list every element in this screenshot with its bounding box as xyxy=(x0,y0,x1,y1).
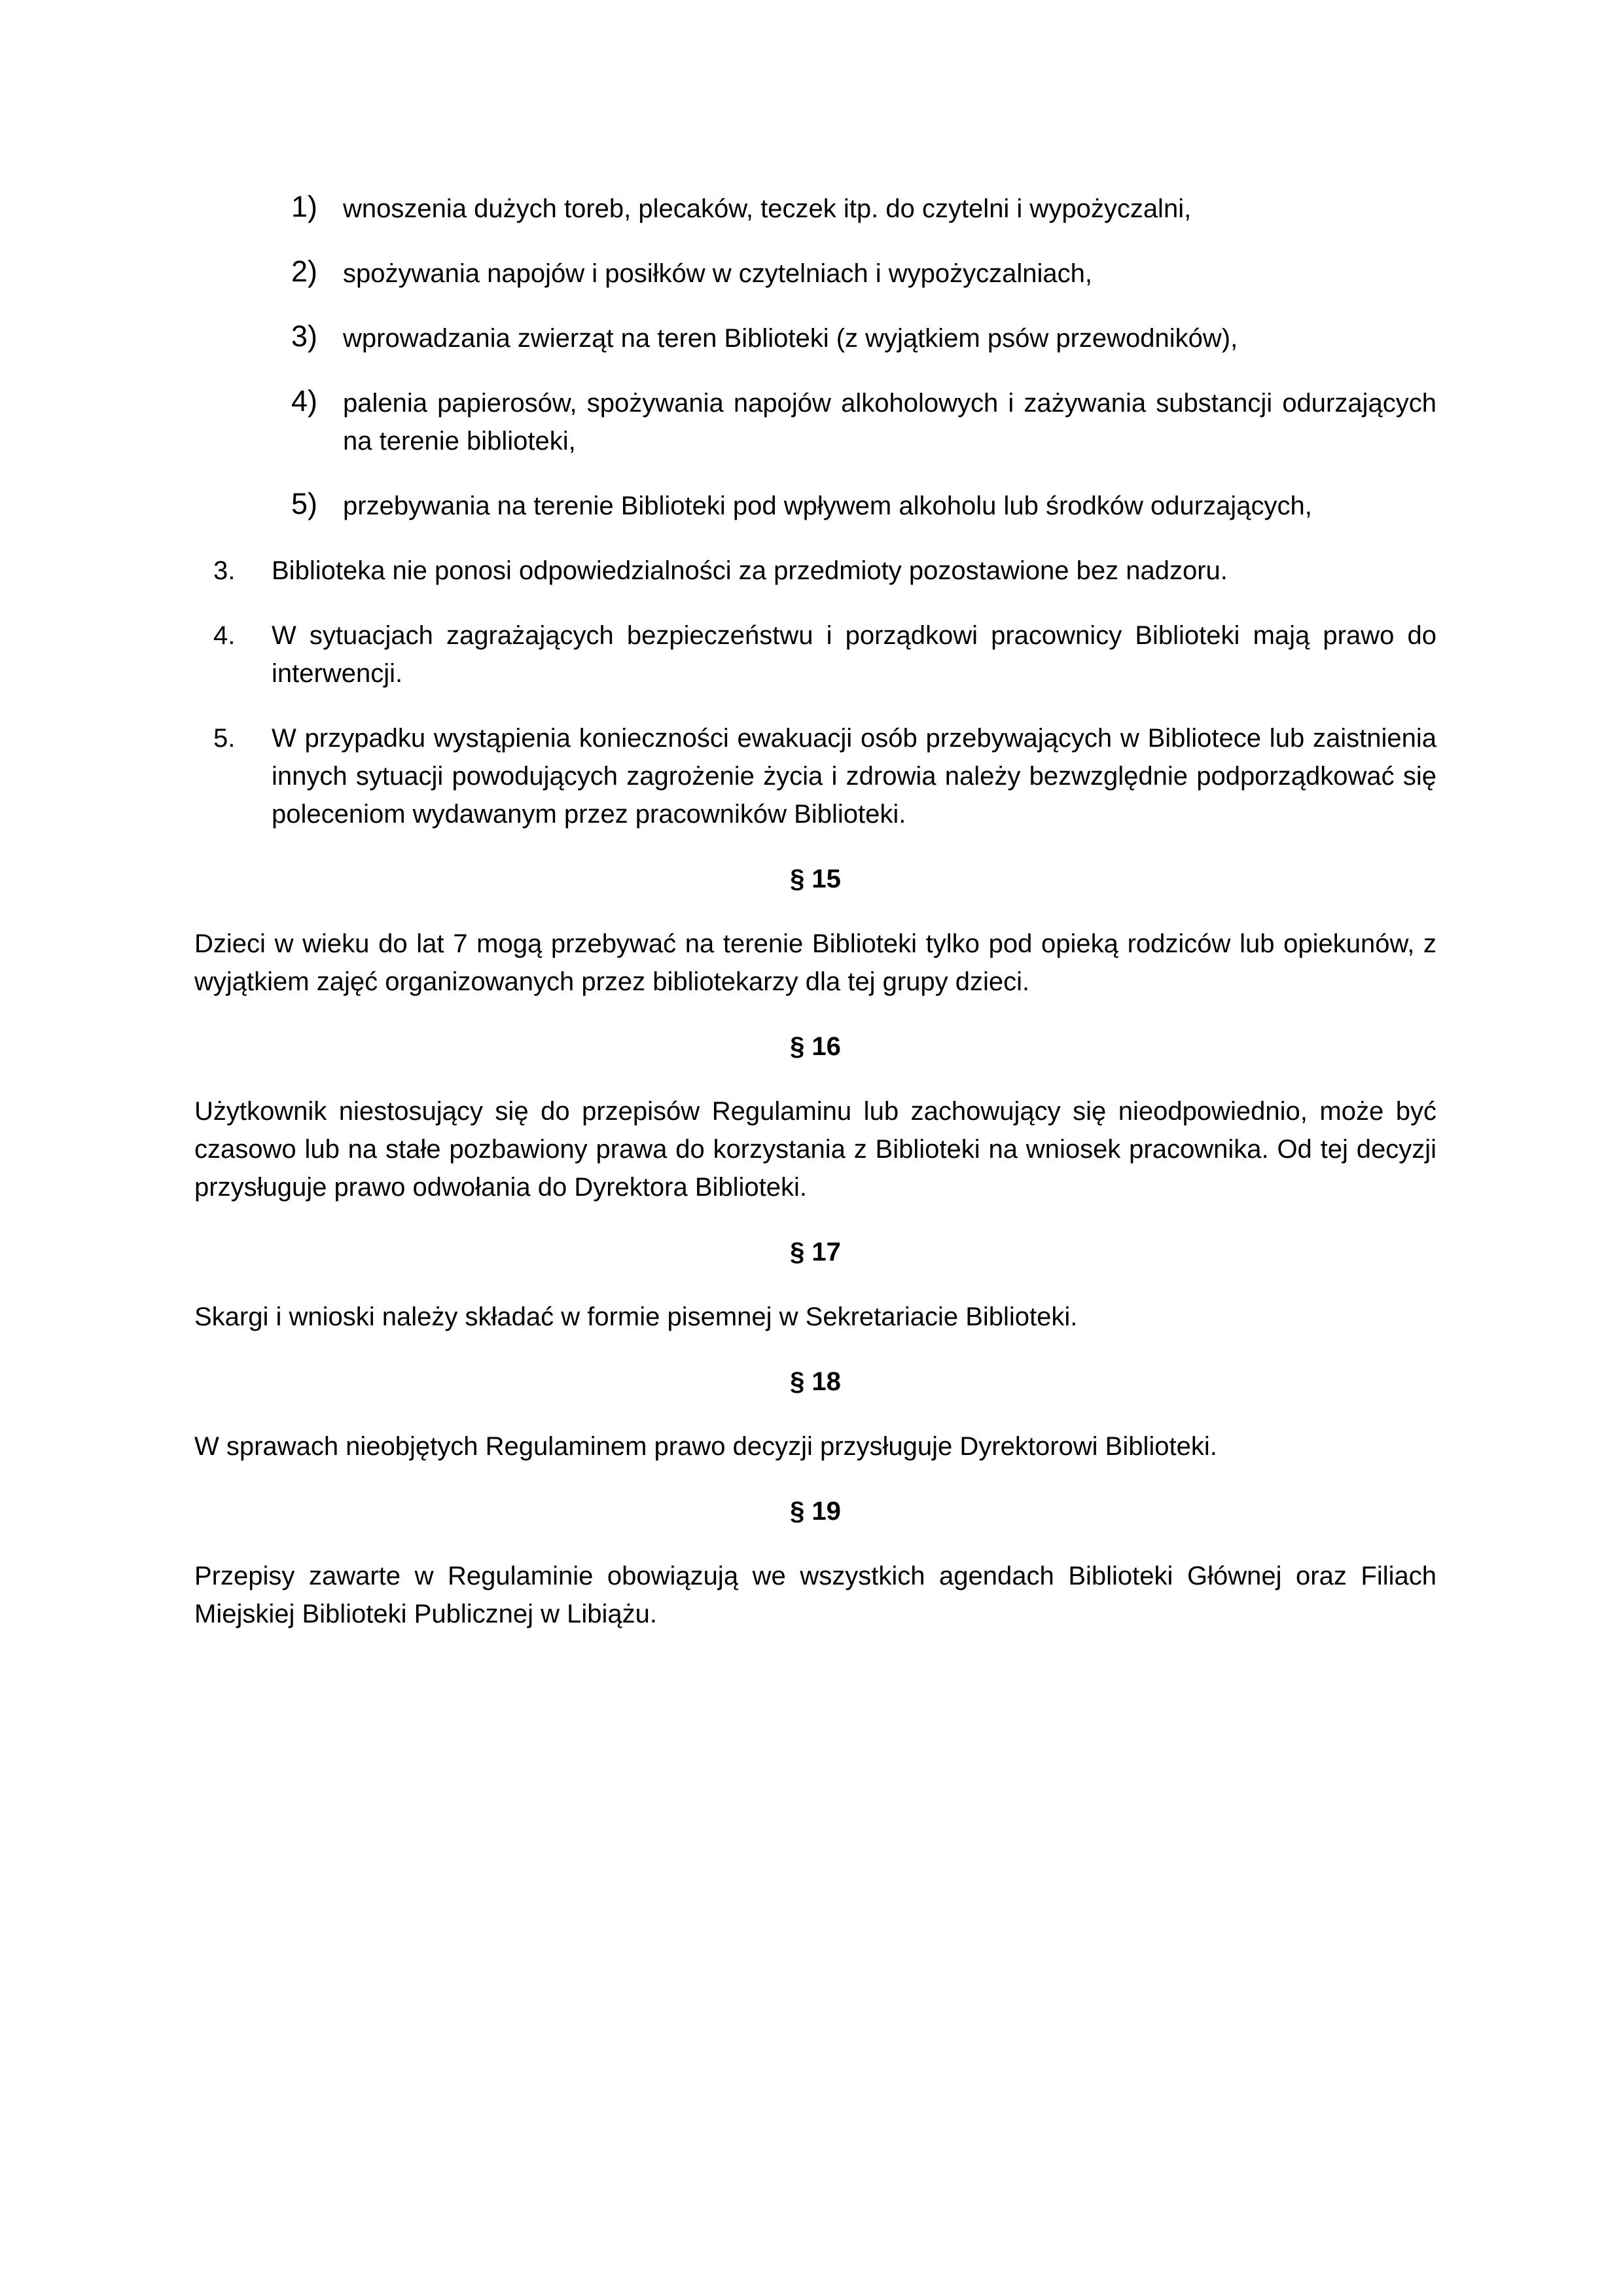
sublist-item xyxy=(194,319,1436,357)
document-body xyxy=(194,190,1436,1660)
section-paragraph: Przepisy zawarte w Regulaminie obowiązują we wszystkich agendach Biblioteki Głównej oraz Filiach Miejskiej Biblioteki Publicznej w Libiążu. xyxy=(194,1562,1436,1628)
section-heading: § 19 xyxy=(790,1497,841,1526)
section-paragraph: Dzieci w wieku do lat 7 mogą przebywać na terenie Biblioteki tylko pod opieką rodziców lub opiekunów, z wyjątkiem zajęć organizowanych przez bibliotekarzy dla tej grupy dzieci. xyxy=(194,929,1436,996)
sublist-item-number: 2) xyxy=(291,255,318,288)
section-paragraph: W sprawach nieobjętych Regulaminem prawo decyzji przysługuje Dyrektorowi Biblioteki. xyxy=(194,1432,1217,1461)
list-item xyxy=(194,552,1436,590)
section-heading: § 18 xyxy=(790,1367,841,1396)
section-16 xyxy=(194,1028,1436,1206)
sublist-item-text: przebywania na terenie Biblioteki pod wpływem alkoholu lub środków odurzających, xyxy=(343,492,1312,520)
list-item-number: 5. xyxy=(213,724,236,753)
sublist-item-text: wnoszenia dużych toreb, plecaków, teczek itp. do czytelni i wypożyczalni, xyxy=(343,194,1192,223)
list-item-number: 4. xyxy=(213,621,236,650)
prohibitions-sublist xyxy=(194,190,1436,525)
section-18 xyxy=(194,1363,1436,1465)
list-item-text: W przypadku wystąpienia konieczności ewakuacji osób przebywających w Bibliotece lub zaistnienia innych sytuacji powodujących zagrożenie życia i zdrowia należy bezwzględnie podporządkować się poleceniom wydawanym przez pracowników Biblioteki. xyxy=(272,724,1436,829)
section-heading: § 16 xyxy=(790,1032,841,1061)
sublist-item xyxy=(194,487,1436,525)
list-item-text: W sytuacjach zagrażających bezpieczeństwu i porządkowi pracownicy Biblioteki mają prawo do interwencji. xyxy=(272,621,1436,688)
sublist-item-number: 1) xyxy=(291,190,318,223)
section-paragraph: Użytkownik niestosujący się do przepisów Regulaminu lub zachowujący się nieodpowiednio, może być czasowo lub na stałe pozbawiony prawa do korzystania z Biblioteki na wniosek pracownika. Od tej decyzji przysługuje prawo odwołania do Dyrektora Biblioteki. xyxy=(194,1097,1436,1202)
section-paragraph: Skargi i wnioski należy składać w formie pisemnej w Sekretariacie Biblioteki. xyxy=(194,1302,1078,1331)
sublist-item-number: 5) xyxy=(291,487,318,520)
list-item-text: Biblioteka nie ponosi odpowiedzialności za przedmioty pozostawione bez nadzoru. xyxy=(272,556,1228,585)
sublist-item-text: palenia papierosów, spożywania napojów alkoholowych i zażywania substancji odurzających na terenie biblioteki, xyxy=(343,389,1436,456)
sublist-item xyxy=(194,190,1436,228)
sublist-item xyxy=(194,384,1436,460)
sublist-item-text: spożywania napojów i posiłków w czytelniach i wypożyczalniach, xyxy=(343,259,1092,288)
sublist-item-text: wprowadzania zwierząt na teren Biblioteki (z wyjątkiem psów przewodników), xyxy=(343,324,1238,353)
sublist-item xyxy=(194,255,1436,293)
list-item xyxy=(194,617,1436,692)
section-17 xyxy=(194,1233,1436,1336)
sublist-item-number: 4) xyxy=(291,384,318,418)
numbered-list xyxy=(194,552,1436,833)
section-heading: § 17 xyxy=(790,1238,841,1266)
section-19 xyxy=(194,1492,1436,1633)
section-heading: § 15 xyxy=(790,865,841,893)
list-item-number: 3. xyxy=(213,556,236,585)
section-15 xyxy=(194,860,1436,1001)
list-item xyxy=(194,719,1436,833)
sublist-item-number: 3) xyxy=(291,319,318,353)
